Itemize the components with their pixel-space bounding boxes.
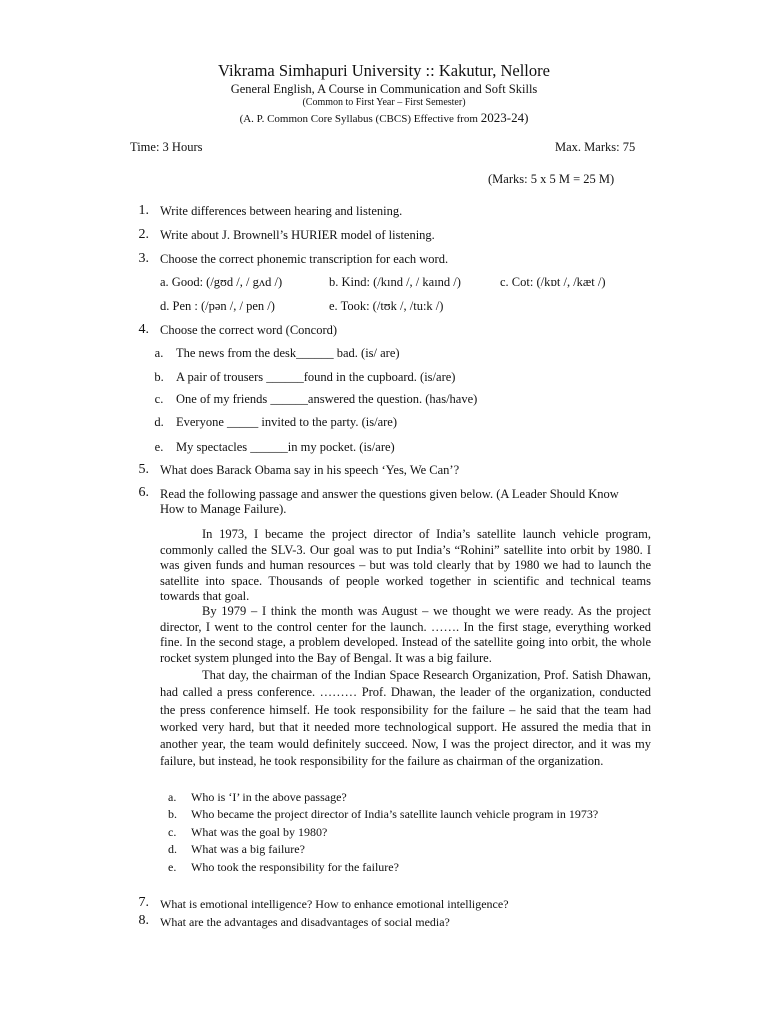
- concord-item: A pair of trousers ______found in the cupboard. (is/are): [176, 370, 456, 384]
- passage-question: Who took the responsibility for the failure?: [191, 860, 399, 874]
- option-letter: c.: [154, 392, 164, 406]
- question-number: 2.: [138, 227, 149, 242]
- question-text: Choose the correct phonemic transcription for each word.: [160, 252, 449, 266]
- option-letter: a.: [168, 790, 177, 804]
- passage-paragraph: [160, 527, 651, 605]
- phonemic-option: a. Good: (/gʊd /, / gʌd /): [160, 275, 283, 289]
- question-text: What does Barack Obama say in his speech ‘Yes, We Can’?: [160, 463, 460, 477]
- question-number: 8.: [138, 913, 149, 928]
- option-letter: b.: [154, 370, 164, 384]
- passage-question: Who became the project director of India’s satellite launch vehicle program in 1973?: [191, 807, 599, 821]
- passage-question: What was the goal by 1980?: [191, 825, 328, 839]
- option-letter: e.: [154, 440, 164, 454]
- passage-question: Who is ‘I’ in the above passage?: [191, 790, 347, 804]
- phonemic-option: e. Took: (/tʊk /, /tu:k /): [329, 299, 444, 313]
- question-number: 3.: [138, 251, 149, 266]
- question-text: Choose the correct word (Concord): [160, 323, 338, 337]
- phonemic-option: c. Cot: (/kɒt /, /kæt /): [500, 275, 606, 289]
- passage-paragraph: [160, 667, 651, 771]
- option-letter: c.: [168, 825, 177, 839]
- question-number: 7.: [138, 895, 149, 910]
- semester-note: (Common to First Year – First Semester): [302, 97, 466, 108]
- course-title: General English, A Course in Communication and Soft Skills: [230, 82, 538, 96]
- marks-scheme: (Marks: 5 x 5 M = 25 M): [488, 172, 615, 186]
- concord-item: Everyone _____ invited to the party. (is/are): [176, 415, 397, 429]
- option-letter: e.: [168, 860, 177, 874]
- university-title: Vikrama Simhapuri University :: Kakutur, Nellore: [218, 61, 550, 80]
- question-number: 5.: [138, 462, 149, 477]
- exam-time: Time: 3 Hours: [130, 140, 203, 154]
- concord-item: One of my friends ______answered the question. (has/have): [176, 392, 478, 406]
- option-letter: a.: [154, 346, 164, 360]
- concord-item: The news from the desk______ bad. (is/ are): [176, 346, 400, 360]
- phonemic-option: b. Kind: (/kınd /, / kaınd /): [329, 275, 461, 289]
- option-letter: d.: [154, 415, 164, 429]
- syllabus-text: (A. P. Common Core Syllabus (CBCS) Effective from: [239, 113, 478, 125]
- question-text: Read the following passage and answer the questions given below. (A Leader Should Know: [160, 487, 619, 501]
- question-text-continued: How to Manage Failure).: [160, 502, 287, 516]
- syllabus-year: 2023-24): [480, 110, 529, 125]
- option-letter: d.: [168, 842, 177, 856]
- syllabus-note: [0, 110, 768, 126]
- concord-item: My spectacles ______in my pocket. (is/are): [176, 440, 395, 454]
- paragraph-text: In 1973, I became the project director of India’s satellite launch vehicle program, commonly called the SLV-3. Our goal was to put India’s “Rohini” satellite into orbit by 1980. I was given funds and human resources – but was told clearly that by 1980 we had to launch the satellite into space. Thousands of people worked together in scientific and technical teams towards that goal.: [160, 527, 651, 603]
- question-number: 1.: [138, 203, 149, 218]
- max-marks: Max. Marks: 75: [555, 140, 636, 154]
- paragraph-text: That day, the chairman of the Indian Space Research Organization, Prof. Satish Dhawan, had called a press conference. ……… Prof. Dhawan, the leader of the organization, conducted the press conference himself. He took responsibility for the failure – he said that the team had worked very hard, but that it needed more technological support. He assured the media that in another year, the team would definitely succeed. Now, I was the project director, and it was my failure, but instead, he took responsibility for the failure as chairman of the organization.: [160, 668, 651, 769]
- question-text: Write differences between hearing and listening.: [160, 204, 403, 218]
- question-text: What are the advantages and disadvantages of social media?: [160, 915, 450, 929]
- paragraph-text: By 1979 – I think the month was August – we thought we were ready. As the project director, I went to the control center for the launch. ……. In the first stage, everything worked fine. In the second stage, a problem developed. Instead of the satellite going into orbit, the whole rocket system plunged into the Bay of Bengal. It was a big failure.: [160, 604, 651, 665]
- question-number: 6.: [138, 485, 149, 500]
- question-text: Write about J. Brownell’s HURIER model of listening.: [160, 228, 435, 242]
- phonemic-option: d. Pen : (/pən /, / pen /): [160, 299, 275, 313]
- passage-paragraph: [160, 604, 651, 666]
- option-letter: b.: [168, 807, 177, 821]
- passage-question: What was a big failure?: [191, 842, 305, 856]
- question-number: 4.: [138, 322, 149, 337]
- question-text: What is emotional intelligence? How to enhance emotional intelligence?: [160, 897, 509, 911]
